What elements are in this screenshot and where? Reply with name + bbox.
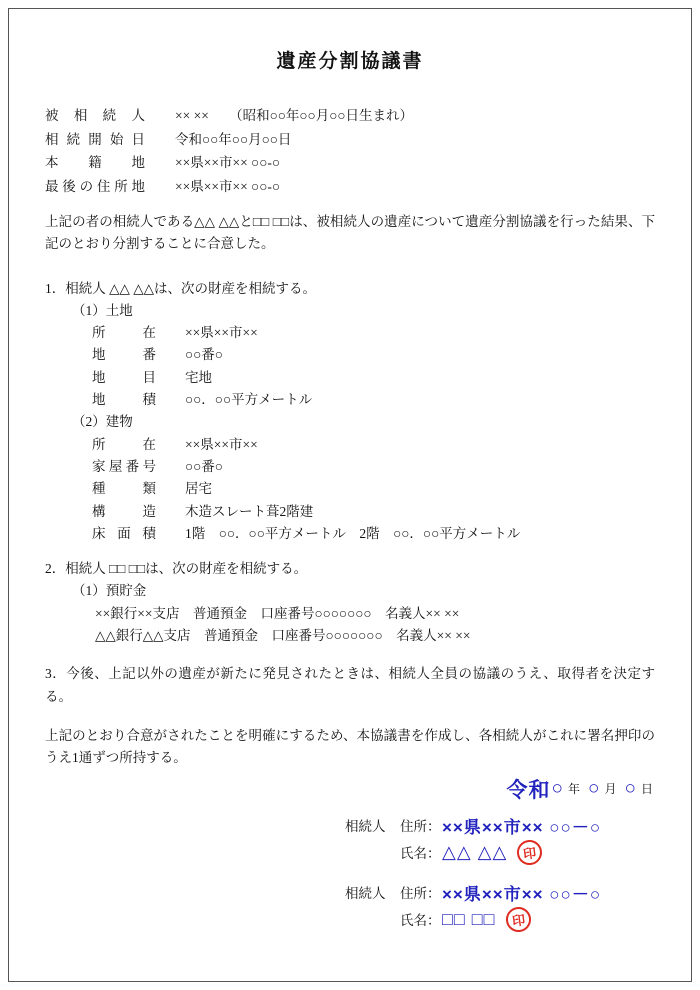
- name-value: △△ △△: [442, 841, 508, 862]
- detail-label: 種類: [92, 481, 156, 497]
- closing-paragraph: 上記のとおり合意がされたことを明確にするため、本協議書を作成し、各相続人がこれに署名押印のうえ1通ずつ所持する。: [45, 727, 655, 766]
- date-line: [45, 774, 655, 804]
- deceased-info-block: [45, 104, 655, 198]
- field-value: ××県××市×× ○○-○: [175, 155, 281, 170]
- seal-stamp-icon: 印: [516, 838, 544, 866]
- field-row-registered-domicile: [45, 151, 655, 175]
- detail-value: ○○番○: [185, 347, 223, 363]
- field-row-inheritance-start-date: [45, 128, 655, 152]
- detail-label: 家屋番号: [92, 458, 156, 474]
- date-day-placeholder: ○: [624, 777, 636, 799]
- bank-account-line: △△銀行△△支店 普通預金 口座番号○○○○○○○ 名義人×× ××: [95, 628, 471, 644]
- detail-value: 1階 ○○．○○平方メートル 2階 ○○．○○平方メートル: [185, 525, 521, 541]
- detail-value: 宅地: [185, 369, 212, 385]
- detail-row-building-house-number: [92, 456, 655, 478]
- intro-paragraph: 上記の者の相続人である△△ △△と□□ □□は、被相続人の遺産について遺産分割協議を行った結果、下記のとおり分割することに合意した。: [45, 214, 655, 252]
- detail-label: 地積: [92, 392, 156, 408]
- detail-row-land-category: [92, 367, 655, 389]
- signature-block-heir2: [345, 879, 655, 933]
- name-label: 氏名：: [400, 846, 441, 862]
- field-value: ××県××市×× ○○-○: [175, 178, 281, 194]
- detail-row-building-location: [92, 434, 655, 456]
- detail-value: ○○番○: [185, 458, 223, 474]
- signature-block-heir1: [345, 812, 655, 866]
- detail-value: 居宅: [185, 481, 212, 497]
- item1-heading: 1．相続人 △△ △△は、次の財産を相続する。: [45, 280, 317, 296]
- detail-label: 所在: [92, 436, 156, 452]
- signature-role-label: 相続人: [345, 819, 386, 835]
- item1-land-heading: （1）土地: [72, 302, 133, 318]
- date-year-label: 年: [567, 782, 580, 797]
- name-label: 氏名：: [400, 913, 441, 929]
- detail-row-building-type: [92, 478, 655, 500]
- document-title: 遺産分割協議書: [276, 51, 424, 72]
- detail-row-land-location: [92, 322, 655, 344]
- seal-stamp-icon: 印: [504, 905, 532, 933]
- detail-row-land-area: [92, 389, 655, 411]
- detail-row-building-structure: [92, 501, 655, 523]
- detail-value: 木造スレート葺2階建: [185, 503, 314, 519]
- date-era: 令和: [506, 777, 551, 802]
- field-value: 令和○○年○○月○○日: [175, 131, 292, 147]
- field-label: 最後の住所地: [45, 178, 145, 194]
- document-content: [45, 0, 655, 933]
- detail-row-land-lot-number: [92, 344, 655, 366]
- detail-label: 所在: [92, 325, 156, 341]
- field-row-deceased-name: [45, 104, 655, 128]
- signature-name-row: [345, 906, 655, 933]
- item3-paragraph: 3．今後、上記以外の遺産が新たに発見されたときは、相続人全員の協議のうえ、取得者を決定する。: [45, 666, 655, 704]
- bank-account-line: ××銀行××支店 普通預金 口座番号○○○○○○○ 名義人×× ××: [95, 605, 460, 621]
- field-row-last-address: [45, 175, 655, 199]
- field-value: ×× ×× （昭和○○年○○月○○日生まれ）: [175, 108, 414, 123]
- date-day-label: 日: [640, 782, 653, 797]
- detail-label: 床面積: [92, 525, 156, 541]
- item2-heading: 2．相続人 □□ □□は、次の財産を相続する。: [45, 561, 308, 577]
- name-value: □□ □□: [442, 908, 496, 929]
- signature-address-row: [345, 879, 655, 906]
- detail-row-building-floor-area: [92, 523, 655, 545]
- date-month-label: 月: [604, 782, 617, 797]
- date-year-placeholder: ○: [551, 777, 563, 799]
- address-value: ××県××市×× ○○－○: [442, 817, 602, 837]
- item1-building-heading: （2）建物: [72, 414, 133, 430]
- field-label: 相続開始日: [45, 131, 145, 147]
- detail-value: ××県××市××: [185, 325, 258, 341]
- address-value: ××県××市×× ○○－○: [442, 884, 602, 904]
- item2-deposits-heading: （1）預貯金: [72, 583, 147, 599]
- detail-label: 地番: [92, 347, 156, 363]
- detail-value: ○○．○○平方メートル: [185, 392, 313, 408]
- detail-label: 地目: [92, 369, 156, 385]
- signature-address-row: [345, 812, 655, 839]
- detail-label: 構造: [92, 503, 156, 519]
- address-label: 住所：: [400, 886, 441, 902]
- detail-value: ××県××市××: [185, 436, 258, 452]
- field-label: 被相続人: [45, 108, 145, 123]
- address-label: 住所：: [400, 819, 441, 835]
- date-month-placeholder: ○: [588, 777, 600, 799]
- signature-name-row: [345, 839, 655, 866]
- signature-role-label: 相続人: [345, 886, 386, 902]
- field-label: 本籍地: [45, 155, 145, 170]
